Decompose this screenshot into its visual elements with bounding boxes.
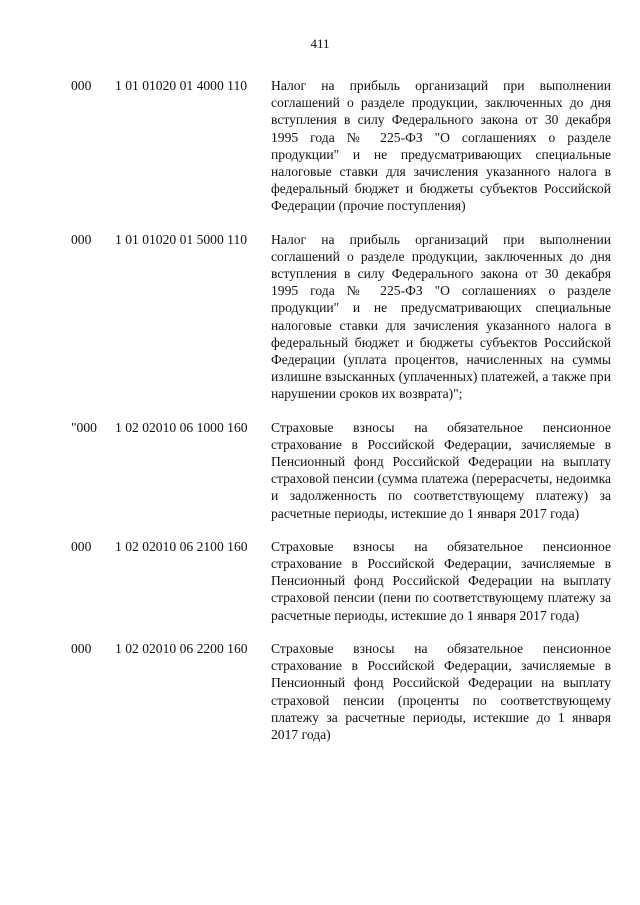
- table-row: [71, 77, 611, 215]
- admin-code: 000: [71, 538, 92, 554]
- table-row: [71, 419, 611, 522]
- income-description: Страховые взносы на обязательное пенсионное страхование в Российской Федерации, зачисляемые в Пенсионный фонд Российской Федерации на выплату страховой пенсии (сумма платежа (перерасчеты, недоимка и задолженность по соответствующему платежу) за расчетные периоды, истекшие до 1 января 2017 года): [271, 419, 611, 521]
- admin-code: "000: [71, 419, 97, 435]
- budget-classification-code: 1 02 02010 06 2100 160: [115, 538, 248, 554]
- admin-code: 000: [71, 640, 92, 656]
- page-number: 411: [310, 36, 330, 51]
- admin-code: 000: [71, 231, 92, 247]
- income-description: Налог на прибыль организаций при выполнении соглашений о разделе продукции, заключенных до дня вступления в силу Федерального закона от 30 декабря 1995 года № 225-ФЗ "О соглашениях о разделе продукции" и не предусматривающих специальные налоговые ставки для зачисления указанного налога в федеральный бюджет и бюджеты субъектов Российской Федерации (прочие поступления): [271, 78, 611, 214]
- budget-classification-code: 1 02 02010 06 2200 160: [115, 640, 248, 656]
- budget-classification-code: 1 02 02010 06 1000 160: [115, 419, 248, 435]
- budget-classification-code: 1 01 01020 01 4000 110: [115, 78, 248, 93]
- admin-code: 000: [71, 78, 92, 93]
- budget-classification-code: 1 01 01020 01 5000 110: [115, 231, 248, 247]
- table-row: [71, 640, 611, 743]
- income-description: Страховые взносы на обязательное пенсионное страхование в Российской Федерации, зачисляемые в Пенсионный фонд Российской Федерации на выплату страховой пенсии (проценты по соответствующему платежу за расчетные периоды, истекшие до 1 января 2017 года): [271, 640, 611, 742]
- table-row: [71, 538, 611, 624]
- table-row: [71, 231, 611, 403]
- income-description: Налог на прибыль организаций при выполнении соглашений о разделе продукции, заключенных до дня вступления в силу Федерального закона от 30 декабря 1995 года № 225-ФЗ "О соглашениях о разделе продукции" и не предусматривающих специальные налоговые ставки для зачисления указанного налога в федеральный бюджет и бюджеты субъектов Российской Федерации (уплата процентов, начисленных на суммы излишне взысканных (уплаченных) платежей, а также при нарушении сроков их возврата)";: [271, 231, 611, 402]
- budget-code-table: [71, 77, 611, 759]
- income-description: Страховые взносы на обязательное пенсионное страхование в Российской Федерации, зачисляемые в Пенсионный фонд Российской Федерации на выплату страховой пенсии (пени по соответствующему платежу за расчетные периоды, истекшие до 1 января 2017 года): [271, 538, 611, 623]
